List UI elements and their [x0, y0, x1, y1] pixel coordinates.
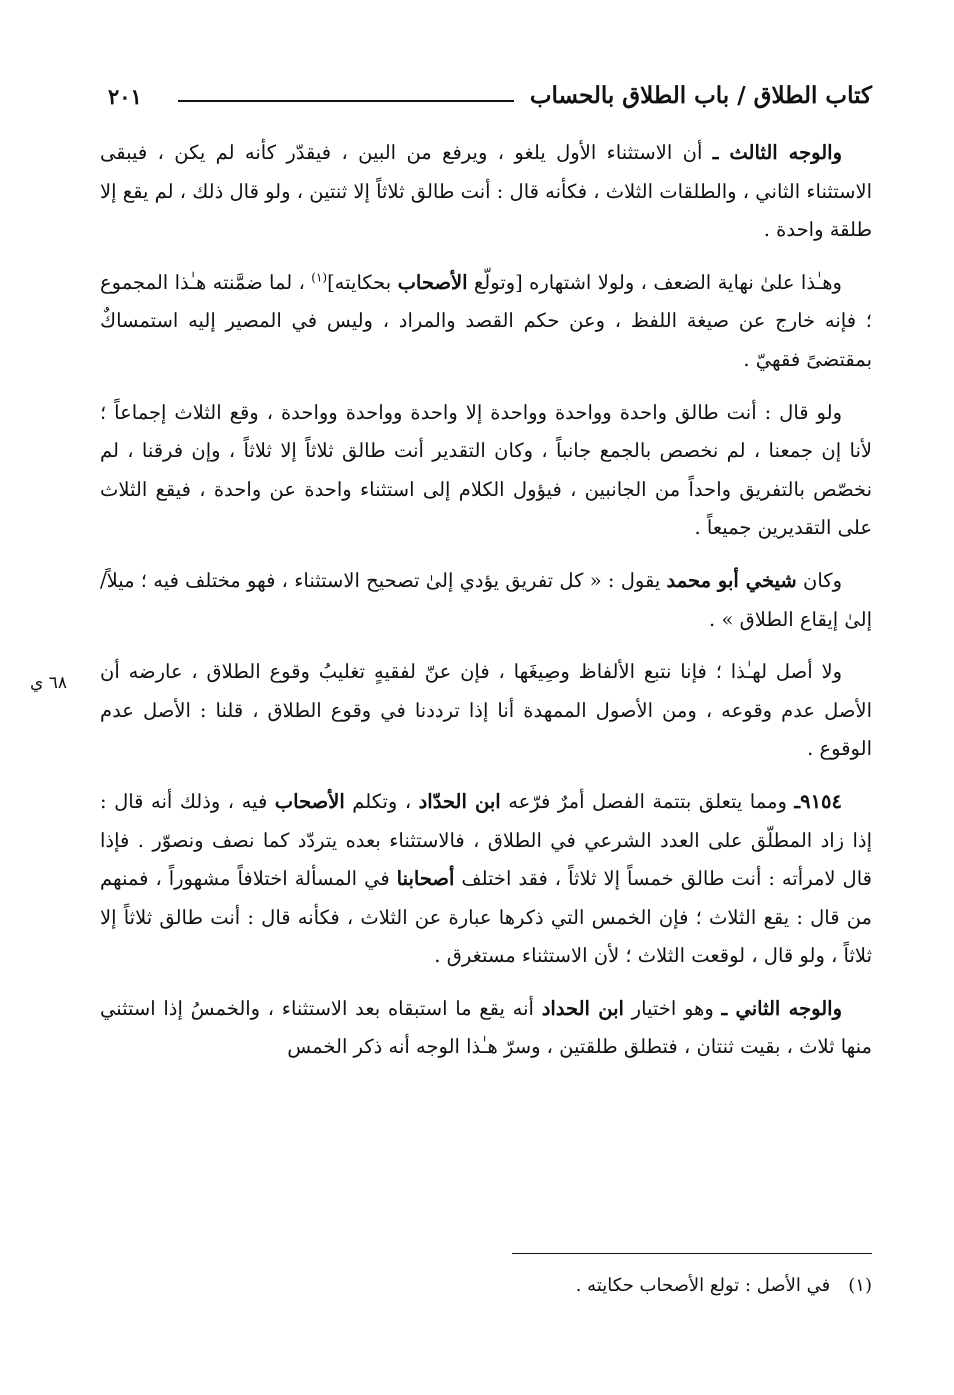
paragraph-text: وهـٰذا علىٰ نهاية الضعف ، ولولا اشتهاره [وتولّع — [467, 270, 842, 294]
paragraph-text: ولا أصل لهـٰذا ؛ فإنا نتبع الألفاظ وصِيغَها ، فإن عنّ لفقيهٍ تغليبُ وقوع الطلاق ، عارضه أن الأصل عدم وقوعه ، ومن الأصول الممهدة أنا إذا ترددنا في وقوع الطلاق ، قلنا : الأصل عدم الوقوع . — [100, 660, 872, 761]
footnote-separator — [512, 1253, 872, 1254]
main-text — [100, 134, 872, 1067]
paragraph-7 — [100, 990, 872, 1067]
paragraph-text: ولو قال : أنت طالق واحدة وواحدة وواحدة إلا واحدة وواحدة وواحدة ، وقع الثلاث إجماعاً ؛ لأنا إن جمعنا ، لم نخصص بالجمع جانباً ، وكان التقدير أنت طالق ثلاثاً إلا ثلاثاً ، وإن فرقنا ، لم نخصّص بالتفريق واحداً من الجانبين ، فيؤول الكلام إلى استثناء واحدة عن واحدة ، فيقع الثلاث على التقديرين جميعاً . — [100, 400, 872, 540]
footnote-reference: (١) — [311, 270, 328, 285]
paragraph-text: ومما يتعلق بتتمة الفصل أمرٌ فرّعه — [500, 789, 795, 813]
paragraph-text: وهو اختيار — [623, 996, 722, 1020]
footnote — [576, 1275, 872, 1296]
paragraph-5 — [100, 653, 872, 769]
paragraph-text: يقول : « كل تفريق يؤدي إلىٰ تصحيح الاستثناء ، فهو مختلف فيه ؛ ميلاً/ إلىٰ إيقاع الطلاق » . — [100, 568, 872, 631]
paragraph-text: ، لما ضمَّنته هـٰذا المجموع ؛ فإنه خارج عن صيغة اللفظ ، وعن حكم القصد والمراد ، وليس في المصير إليه استمساكٌ بمقتضىً فقهيّ . — [100, 270, 872, 371]
paragraph-lead: والوجه الثالث ـ — [712, 141, 842, 164]
header-rule — [178, 100, 514, 102]
section-number: ٩١٥٤ـ — [794, 789, 843, 813]
paragraph-lead: والوجه الثاني ـ — [721, 996, 843, 1020]
paragraph-text: في المسألة اختلافاً مشهوراً ، فمنهم من قال : يقع الثلاث ؛ فإن الخمس التي ذكرها عبارة عن الثلاث ، فكأنه قال : أنت طالق ثلاثاً إلا ثلاثاً ، ولو قال ، لوقعت الثلاث ؛ لأن الاستثناء مستغرق . — [100, 867, 872, 968]
paragraph-6 — [100, 783, 872, 976]
footnote-number: (١) — [848, 1275, 872, 1296]
paragraph-text: أن الاستثناء الأول يلغو ، ويرفع من البين ، فيقدّر كأنه لم يكن ، فيبقى الاستثناء الثاني ، والطلقات الثلاث ، فكأنه قال : أنت طالق ثلاثاً إلا ثنتين ، ولو قال ذلك ، لم يقع إلا طلقة واحدة . — [100, 141, 872, 242]
bold-term: الأصحاب — [274, 789, 345, 813]
bold-term: الأصحاب — [397, 270, 468, 294]
bold-term: أصحابنا — [396, 867, 455, 891]
bold-term: ابن الحدّاد — [418, 789, 501, 813]
paragraph-text: ، وتكلم — [344, 789, 419, 813]
paragraph-3 — [100, 394, 872, 548]
paragraph-text: بحكايته] — [327, 270, 398, 294]
bold-term: ابن الحداد — [541, 996, 624, 1020]
paragraph-2 — [100, 264, 872, 380]
paragraph-text: فيه ، وذلك أنه قال : إذا زاد المطلّق على العدد الشرعي في الطلاق ، فالاستثناء بعده يتردّد كما نصف ونصوّر . فإذا قال لامرأته : أنت طالق خمساً إلا ثلاثاً ، فقد اختلف — [100, 789, 872, 891]
page-number: ٢٠١ — [108, 84, 142, 109]
margin-note: ٦٨ ي — [30, 673, 67, 693]
paragraph-4 — [100, 562, 872, 639]
paragraph-text: وكان — [796, 568, 842, 592]
footnote-text: في الأصل : تولع الأصحاب حكايته . — [575, 1275, 831, 1296]
header-title: كتاب الطلاق / باب الطلاق بالحساب — [529, 82, 872, 109]
paragraph-1 — [100, 134, 872, 250]
running-header — [108, 78, 872, 118]
bold-term: شيخي أبو محمد — [666, 568, 797, 592]
paragraph-text: أنه يقع ما استبقاه بعد الاستثناء ، والخمسُ إذا استثني منها ثلاث ، بقيت ثنتان ، فتطلق طلقتين ، وسرّ هـٰذا الوجه أنه ذكر الخمس — [100, 996, 872, 1059]
